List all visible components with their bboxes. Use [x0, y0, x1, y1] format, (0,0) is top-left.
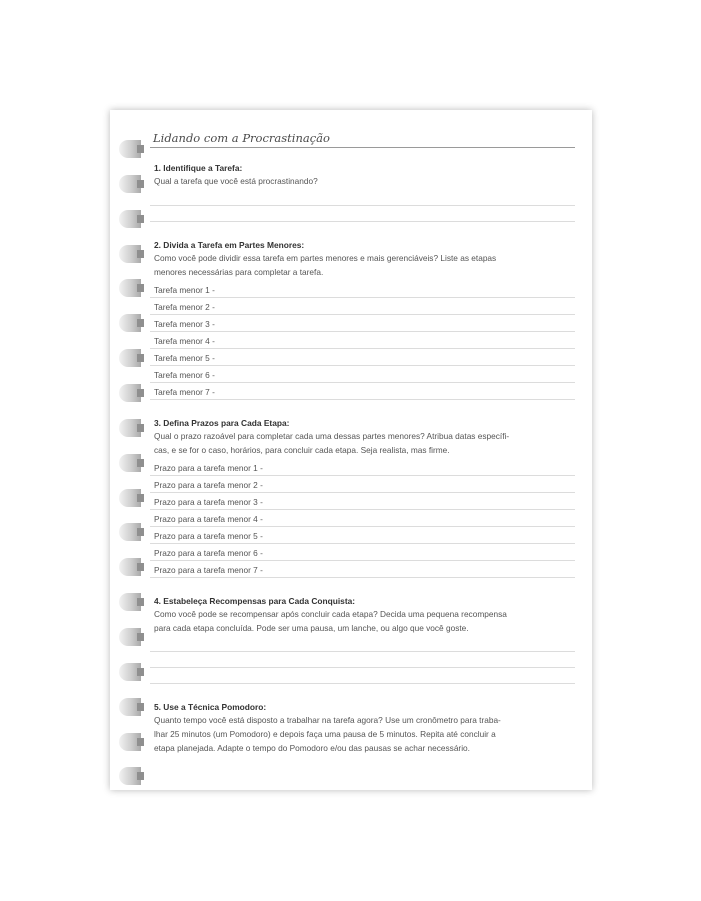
- binder-ring: [119, 314, 141, 332]
- writing-line[interactable]: [150, 492, 575, 493]
- binder-ring: [119, 210, 141, 228]
- binder-ring: [119, 767, 141, 785]
- writing-line[interactable]: [150, 683, 575, 684]
- section-5-heading: 5. Use a Técnica Pomodoro:: [154, 702, 267, 712]
- writing-line[interactable]: [150, 297, 575, 298]
- binder-ring: [119, 454, 141, 472]
- subtask-item: Tarefa menor 3 -: [154, 319, 215, 329]
- binder-ring: [119, 733, 141, 751]
- binder-ring: [119, 140, 141, 158]
- binder-ring: [119, 558, 141, 576]
- writing-line[interactable]: [150, 543, 575, 544]
- writing-line[interactable]: [150, 221, 575, 222]
- binder-ring: [119, 245, 141, 263]
- writing-line[interactable]: [150, 365, 575, 366]
- writing-line[interactable]: [150, 560, 575, 561]
- section-3-heading: 3. Defina Prazos para Cada Etapa:: [154, 418, 290, 428]
- binder-ring: [119, 349, 141, 367]
- section-2-text: Como você pode dividir essa tarefa em partes menores e mais gerenciáveis? Liste as etapas menores necessárias para completar a tarefa.: [154, 253, 497, 277]
- planner-page: [110, 110, 592, 790]
- title-rule: [150, 147, 575, 148]
- binder-ring: [119, 279, 141, 297]
- deadline-item: Prazo para a tarefa menor 4 -: [154, 514, 263, 524]
- subtask-item: Tarefa menor 1 -: [154, 285, 215, 295]
- deadline-item: Prazo para a tarefa menor 6 -: [154, 548, 263, 558]
- subtask-item: Tarefa menor 7 -: [154, 387, 215, 397]
- binder-ring: [119, 384, 141, 402]
- section-3-text: Qual o prazo razoável para completar cada uma dessas partes menores? Atribua datas específi- cas, e se for o caso, horários, para concluir cada etapa. Seja realista, mas firme.: [154, 431, 510, 455]
- binder-ring: [119, 523, 141, 541]
- subtask-item: Tarefa menor 6 -: [154, 370, 215, 380]
- section-4-text: Como você pode se recompensar após concluir cada etapa? Decida uma pequena recompensa para cada etapa concluída. Pode ser uma pausa, um lanche, ou algo que você goste.: [154, 609, 507, 633]
- writing-line[interactable]: [150, 509, 575, 510]
- section-1-heading: 1. Identifique a Tarefa:: [154, 163, 243, 173]
- subtask-item: Tarefa menor 5 -: [154, 353, 215, 363]
- deadline-item: Prazo para a tarefa menor 5 -: [154, 531, 263, 541]
- binder-ring: [119, 489, 141, 507]
- writing-line[interactable]: [150, 526, 575, 527]
- section-5-text: Quanto tempo você está disposto a trabalhar na tarefa agora? Use um cronômetro para traba- lhar 25 minutos (um Pomodoro) e depois faça uma pausa de 5 minutos. Repita até concluir a etapa planejada. Adapte o tempo do Pomodoro e/ou das pausas se achar necessário.: [154, 715, 501, 753]
- subtask-item: Tarefa menor 2 -: [154, 302, 215, 312]
- writing-line[interactable]: [150, 667, 575, 668]
- page-title: Lidando com a Procrastinação: [153, 131, 330, 145]
- writing-line[interactable]: [150, 577, 575, 578]
- binder-ring: [119, 175, 141, 193]
- writing-line[interactable]: [150, 205, 575, 206]
- binder-ring: [119, 628, 141, 646]
- binder-ring: [119, 419, 141, 437]
- writing-line[interactable]: [150, 331, 575, 332]
- binder-ring: [119, 593, 141, 611]
- binder-rings: [110, 110, 150, 790]
- writing-line[interactable]: [150, 475, 575, 476]
- writing-line[interactable]: [150, 314, 575, 315]
- writing-line[interactable]: [150, 382, 575, 383]
- deadline-item: Prazo para a tarefa menor 2 -: [154, 480, 263, 490]
- deadline-item: Prazo para a tarefa menor 3 -: [154, 497, 263, 507]
- deadline-item: Prazo para a tarefa menor 7 -: [154, 565, 263, 575]
- writing-line[interactable]: [150, 651, 575, 652]
- binder-ring: [119, 698, 141, 716]
- subtask-item: Tarefa menor 4 -: [154, 336, 215, 346]
- binder-ring: [119, 663, 141, 681]
- writing-line[interactable]: [150, 348, 575, 349]
- section-1-text: Qual a tarefa que você está procrastinando?: [154, 176, 318, 186]
- section-2-heading: 2. Divida a Tarefa em Partes Menores:: [154, 240, 305, 250]
- writing-line[interactable]: [150, 399, 575, 400]
- section-4-heading: 4. Estabeleça Recompensas para Cada Conquista:: [154, 596, 356, 606]
- deadline-item: Prazo para a tarefa menor 1 -: [154, 463, 263, 473]
